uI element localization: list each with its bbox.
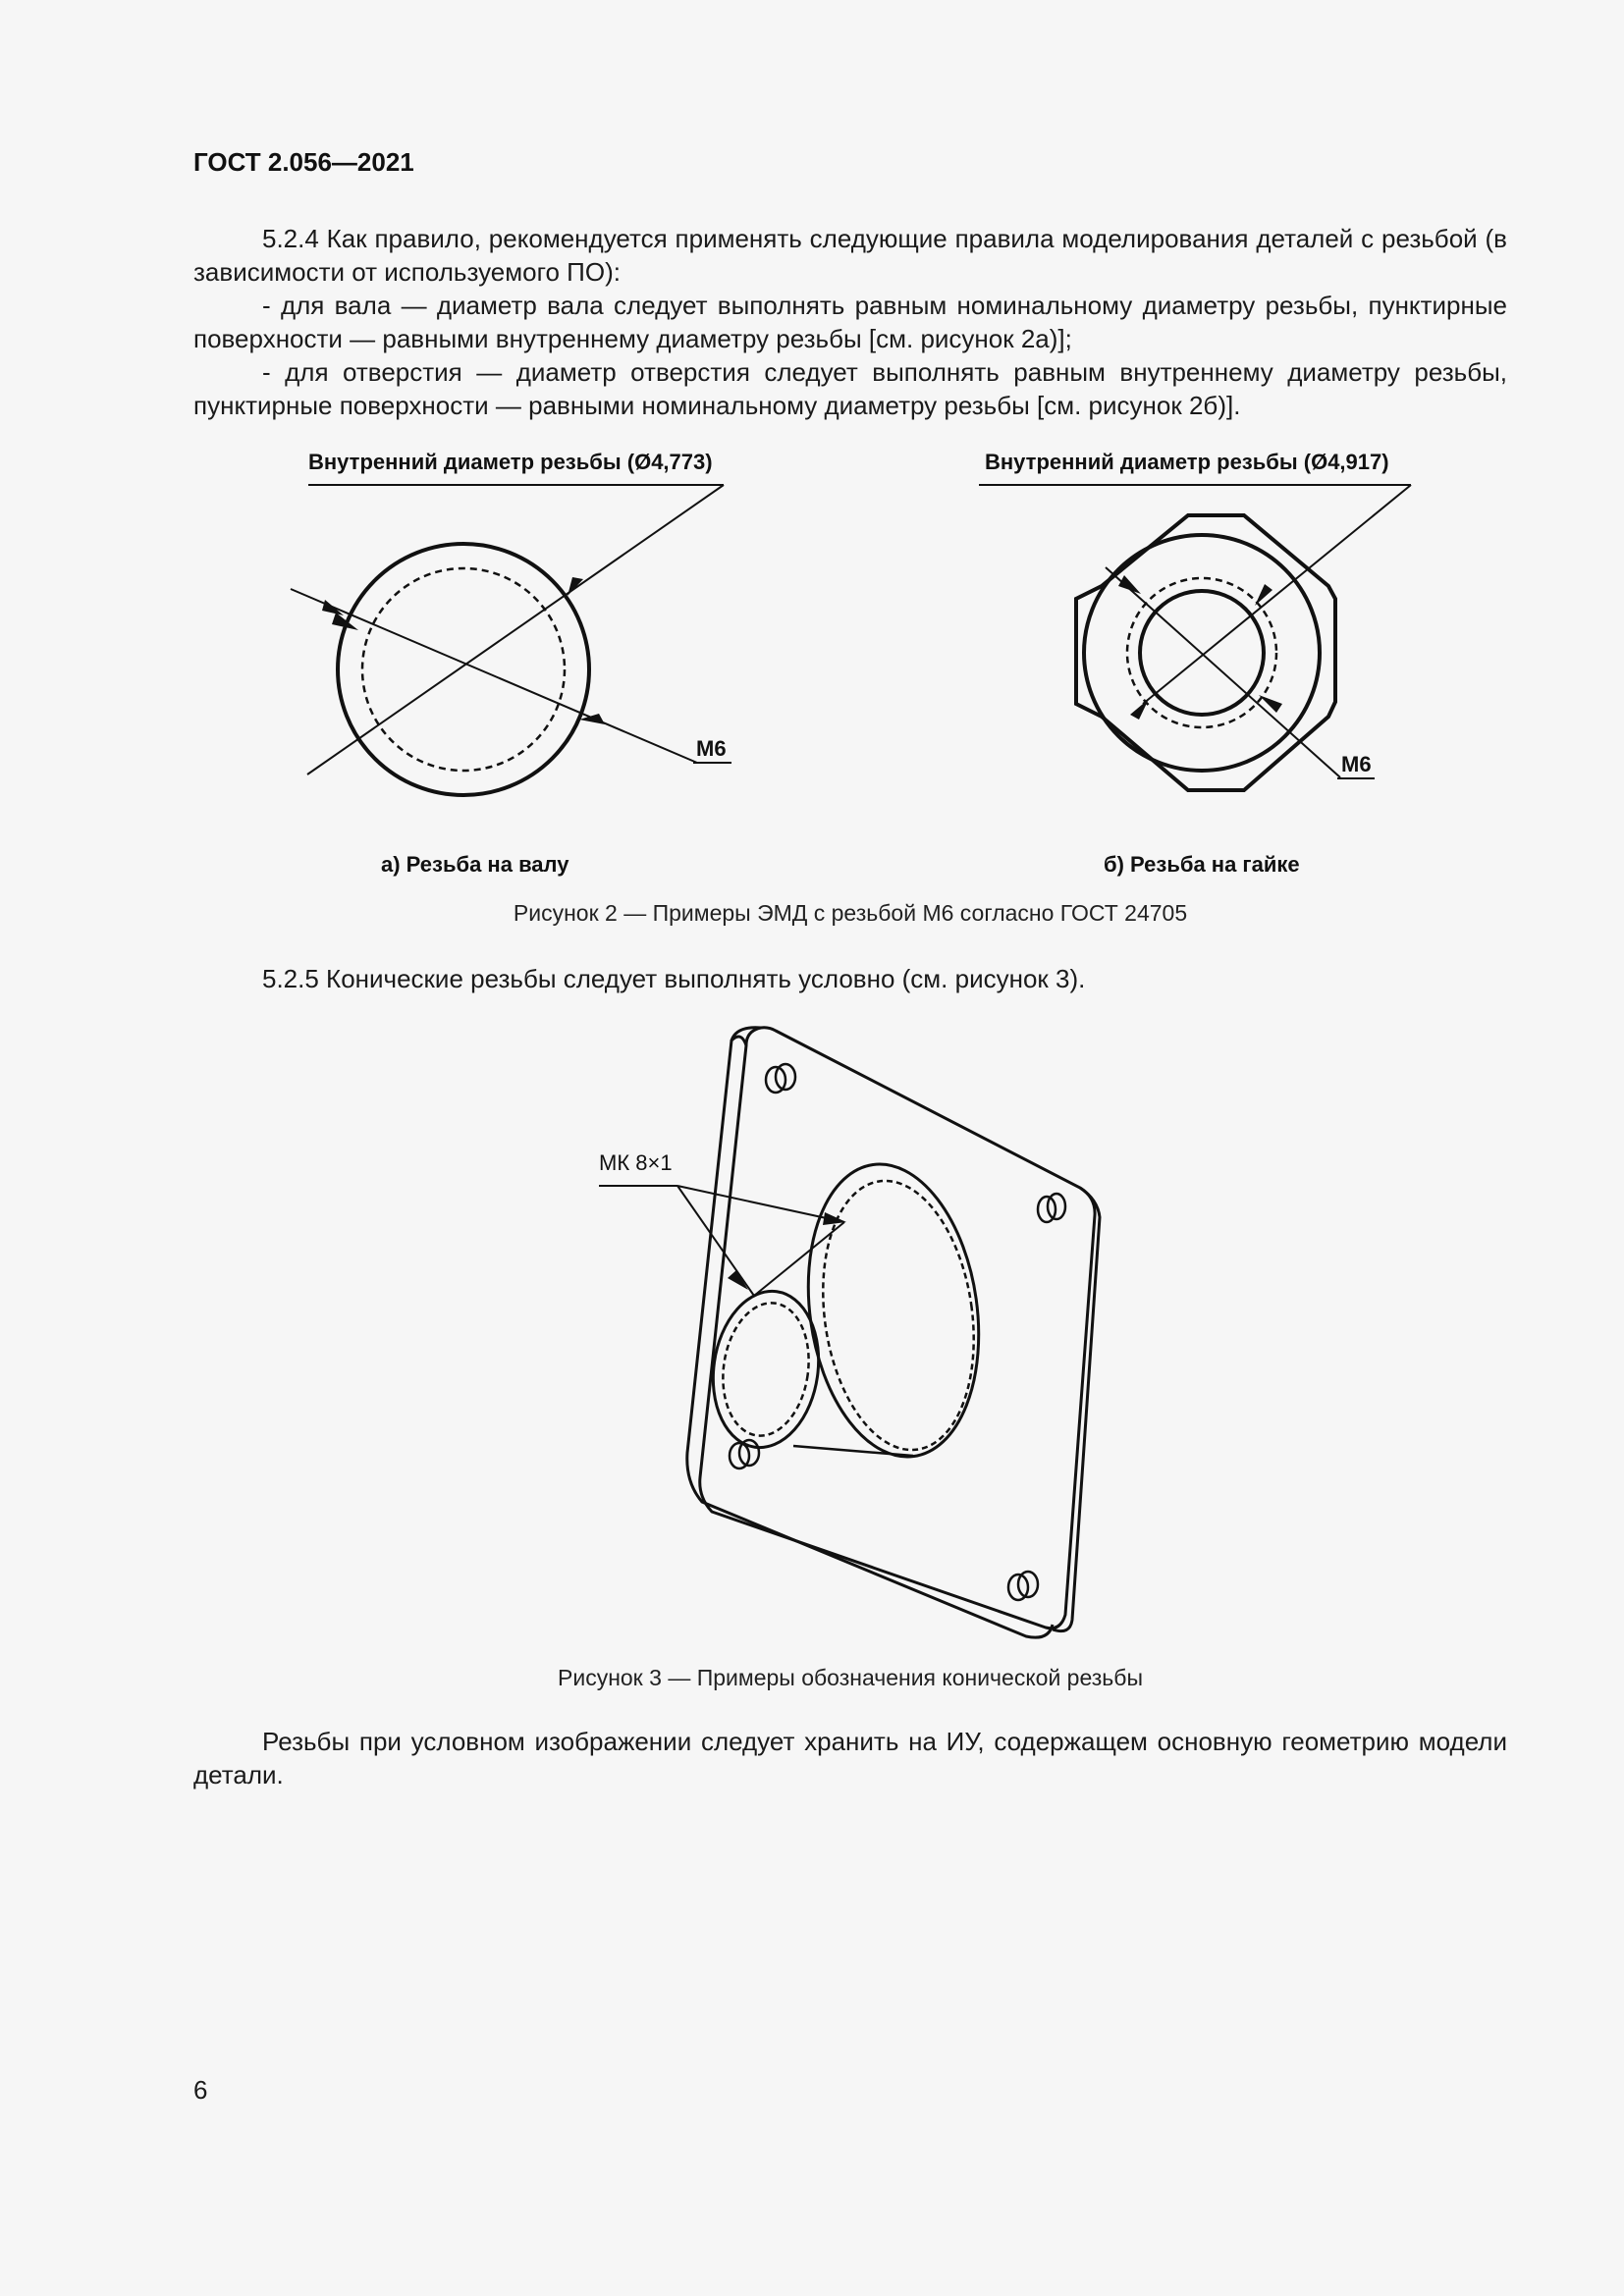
paragraph-intro: 5.2.4 Как правило, рекомендуется применять следующие правила моделирования деталей с резьбой (в зависимости от используемого ПО): <box>193 224 1507 287</box>
figure3-caption: Рисунок 3 — Примеры обозначения конической резьбы <box>558 1665 1143 1690</box>
fig3-leader-to-small <box>677 1186 754 1296</box>
fig3-leader-label: МК 8×1 <box>599 1150 673 1175</box>
fig3-leader-to-large <box>677 1186 844 1222</box>
fig2b-sublabel: б) Резьба на гайке <box>1104 852 1300 877</box>
fig3-leader-small-to-large <box>754 1222 844 1296</box>
fig3-arrow-small <box>728 1270 748 1290</box>
fig3-plate-back-outline <box>687 1037 1053 1637</box>
fig2b-thread-label: M6 <box>1341 752 1372 776</box>
fig2a-leader-label: Внутренний диаметр резьбы (Ø4,773) <box>308 450 713 474</box>
fig3-plate <box>599 1028 1100 1637</box>
fig2b-leader-label: Внутренний диаметр резьбы (Ø4,917) <box>985 450 1389 474</box>
paragraph-closing: Резьбы при условном изображении следует хранить на ИУ, содержащем основную геометрию модели детали. <box>193 1727 1507 1789</box>
closing-section <box>193 1725 1507 1791</box>
fig3-large-thread-outer <box>790 1153 997 1468</box>
paragraph-shaft-rule: - для вала — диаметр вала следует выполнять равным номинальному диаметру резьбы, пунктирные поверхности — равными внутреннему диаметру резьбы [см. рисунок 2а)]; <box>193 291 1507 353</box>
fig2a-thread-label: M6 <box>696 736 727 761</box>
page-number: 6 <box>193 2075 208 2105</box>
figure2-caption: Рисунок 2 — Примеры ЭМД с резьбой М6 согласно ГОСТ 24705 <box>513 900 1188 926</box>
fig2a-sublabel: а) Резьба на валу <box>381 852 569 877</box>
paragraph-conical-threads: 5.2.5 Конические резьбы следует выполнять условно (см. рисунок 3). <box>262 964 1086 993</box>
fig3-plate-front-outline <box>700 1028 1095 1629</box>
document-header: ГОСТ 2.056—2021 <box>193 147 414 177</box>
paragraph-hole-rule: - для отверстия — диаметр отверстия следует выполнять равным внутреннему диаметру резьбы, пунктирные поверхности — равными номинальному диаметру резьбы [см. рисунок 2б)]. <box>193 357 1507 420</box>
